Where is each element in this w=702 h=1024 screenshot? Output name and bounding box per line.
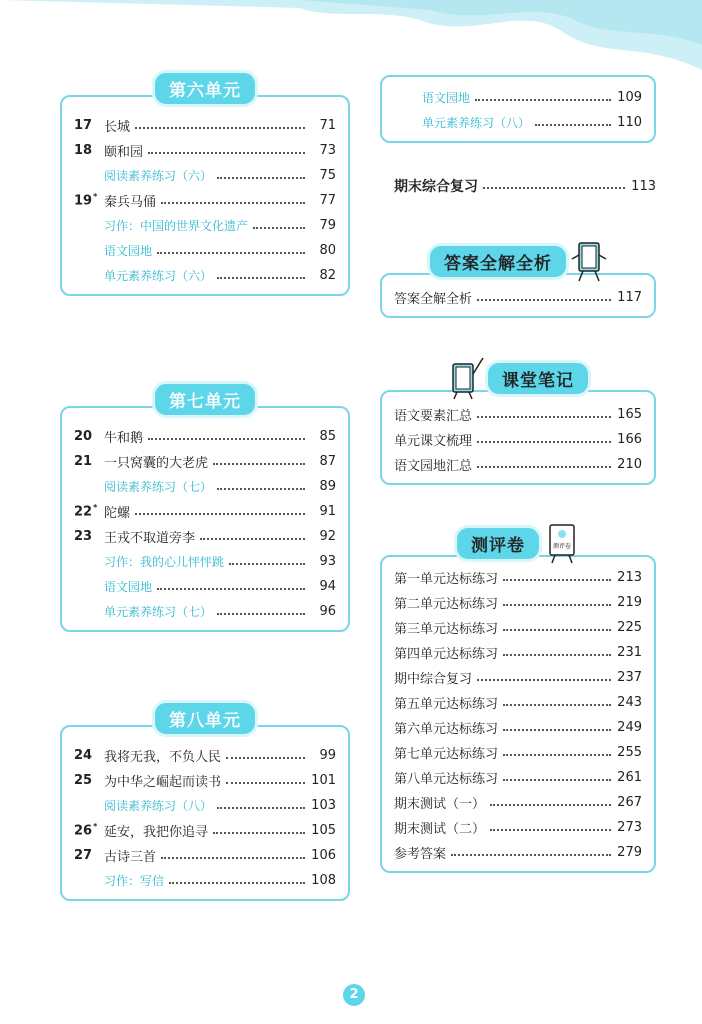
dot-leader <box>477 466 611 468</box>
entry-page: 243 <box>617 695 642 710</box>
unit7-list <box>60 406 350 632</box>
entry-page: 92 <box>319 529 336 544</box>
entry-title: 答案全解全析 <box>394 292 473 307</box>
dot-leader <box>217 177 305 179</box>
toc-entry[interactable] <box>394 715 642 740</box>
dot-leader <box>503 704 611 706</box>
dot-leader <box>477 679 611 681</box>
dot-leader <box>503 779 611 781</box>
entry-title: 期中综合复习 <box>394 672 473 687</box>
dot-leader <box>226 782 305 784</box>
tests-header: 测评卷 <box>454 525 542 562</box>
lesson-number: 19* <box>74 192 98 209</box>
top-wave-decoration <box>0 0 702 80</box>
toc-entry[interactable] <box>394 590 642 615</box>
toc-entry[interactable] <box>74 599 336 624</box>
dot-leader <box>157 252 305 254</box>
dot-leader <box>148 152 305 154</box>
toc-entry[interactable] <box>74 188 336 213</box>
lesson-number: 24 <box>74 748 93 763</box>
final-review-page: 113 <box>631 178 656 194</box>
entry-title: 第八单元达标练习 <box>394 772 499 787</box>
entry-title: 单元素养练习（六） <box>104 269 213 283</box>
entry-page: 99 <box>319 748 336 763</box>
toc-entry[interactable] <box>394 285 642 310</box>
unit6-list <box>60 95 350 296</box>
toc-entry[interactable] <box>394 452 642 477</box>
entry-title: 阅读素养练习（六） <box>104 169 213 183</box>
dot-leader <box>161 202 305 204</box>
toc-entry[interactable] <box>422 85 642 110</box>
entry-title: 语文要素汇总 <box>394 409 473 424</box>
entry-title: 语文园地 <box>422 91 471 105</box>
dot-leader <box>503 579 611 581</box>
entry-page: 255 <box>617 745 642 760</box>
dot-leader <box>200 538 305 540</box>
entry-page: 94 <box>319 579 336 594</box>
optional-star: * <box>93 822 98 832</box>
toc-entry[interactable] <box>74 768 336 793</box>
toc-entry[interactable] <box>394 402 642 427</box>
entry-page: 165 <box>617 407 642 422</box>
toc-entry[interactable] <box>394 815 642 840</box>
entry-page: 89 <box>319 479 336 494</box>
entry-title: 第四单元达标练习 <box>394 647 499 662</box>
toc-entry[interactable] <box>74 213 336 238</box>
entry-page: 96 <box>319 604 336 619</box>
dot-leader <box>217 488 305 490</box>
entry-title: 秦兵马俑 <box>104 195 157 210</box>
toc-entry[interactable] <box>74 449 336 474</box>
entry-page: 71 <box>319 118 336 133</box>
entry-title: 一只窝囊的大老虎 <box>104 456 209 471</box>
dot-leader <box>483 187 625 189</box>
entry-title: 习作：写信 <box>104 874 165 888</box>
unit7-header: 第七单元 <box>152 381 258 418</box>
toc-entry[interactable] <box>394 690 642 715</box>
answers-header: 答案全解全析 <box>427 243 569 280</box>
lesson-number: 22* <box>74 503 98 520</box>
toc-entry[interactable] <box>74 524 336 549</box>
entry-page: 117 <box>617 290 642 305</box>
unit8-continued-list <box>380 75 656 143</box>
dot-leader <box>169 882 305 884</box>
entry-title: 期末测试（一） <box>394 797 486 812</box>
toc-entry[interactable] <box>74 474 336 499</box>
toc-entry[interactable] <box>394 740 642 765</box>
toc-entry[interactable] <box>394 427 642 452</box>
lesson-number: 17 <box>74 118 93 133</box>
toc-entry[interactable] <box>74 549 336 574</box>
entry-page: 79 <box>319 218 336 233</box>
final-review-row[interactable] <box>394 173 656 199</box>
entry-page: 82 <box>319 268 336 283</box>
entry-page: 279 <box>617 845 642 860</box>
entry-page: 261 <box>617 770 642 785</box>
unit8-header: 第八单元 <box>152 700 258 737</box>
dot-leader <box>477 416 611 418</box>
toc-entry[interactable] <box>394 790 642 815</box>
entry-page: 103 <box>311 798 336 813</box>
entry-title: 王戎不取道旁李 <box>104 531 196 546</box>
toc-entry[interactable] <box>74 238 336 263</box>
dot-leader <box>503 729 611 731</box>
dot-leader <box>451 854 611 856</box>
dot-leader <box>135 127 305 129</box>
entry-page: 87 <box>319 454 336 469</box>
dot-leader <box>503 629 611 631</box>
dot-leader <box>226 757 305 759</box>
notes-header: 课堂笔记 <box>485 360 591 397</box>
entry-page: 219 <box>617 595 642 610</box>
entry-title: 延安，我把你追寻 <box>104 825 209 840</box>
entry-title: 语文园地汇总 <box>394 459 473 474</box>
dot-leader <box>217 807 305 809</box>
toc-entry[interactable] <box>394 565 642 590</box>
entry-title: 第一单元达标练习 <box>394 572 499 587</box>
dot-leader <box>253 227 305 229</box>
toc-entry[interactable] <box>394 665 642 690</box>
entry-title: 单元课文梳理 <box>394 434 473 449</box>
dot-leader <box>503 604 611 606</box>
entry-page: 166 <box>617 432 642 447</box>
entry-title: 牛和鹅 <box>104 431 144 446</box>
toc-entry[interactable] <box>74 499 336 524</box>
toc-entry[interactable] <box>422 110 642 135</box>
entry-title: 参考答案 <box>394 847 447 862</box>
entry-page: 267 <box>617 795 642 810</box>
entry-page: 109 <box>617 90 642 105</box>
entry-title: 第二单元达标练习 <box>394 597 499 612</box>
entry-page: 106 <box>311 848 336 863</box>
entry-title: 第六单元达标练习 <box>394 722 499 737</box>
dot-leader <box>148 438 305 440</box>
toc-entry[interactable] <box>394 615 642 640</box>
entry-page: 225 <box>617 620 642 635</box>
entry-page: 231 <box>617 645 642 660</box>
entry-page: 210 <box>617 457 642 472</box>
entry-page: 108 <box>311 873 336 888</box>
dot-leader <box>161 857 305 859</box>
book-mascot-icon <box>569 239 609 283</box>
lesson-number: 25 <box>74 773 93 788</box>
entry-title: 第五单元达标练习 <box>394 697 499 712</box>
entry-page: 213 <box>617 570 642 585</box>
dot-leader <box>213 463 305 465</box>
toc-entry[interactable] <box>74 424 336 449</box>
unit6-header: 第六单元 <box>152 70 258 107</box>
entry-page: 237 <box>617 670 642 685</box>
lesson-number: 20 <box>74 429 93 444</box>
dot-leader <box>490 829 611 831</box>
toc-entry[interactable] <box>74 138 336 163</box>
tests-list <box>380 555 656 873</box>
entry-page: 75 <box>319 168 336 183</box>
toc-entry[interactable] <box>74 163 336 188</box>
lesson-number: 26* <box>74 822 98 839</box>
entry-title: 陀螺 <box>104 506 131 521</box>
dot-leader <box>475 99 611 101</box>
toc-entry[interactable] <box>74 868 336 893</box>
toc-entry[interactable] <box>74 818 336 843</box>
entry-title: 第三单元达标练习 <box>394 622 499 637</box>
toc-entry[interactable] <box>74 793 336 818</box>
final-review-title: 期末综合复习 <box>394 179 478 195</box>
dot-leader <box>217 613 305 615</box>
toc-entry[interactable] <box>394 840 642 865</box>
dot-leader <box>503 654 611 656</box>
entry-page: 105 <box>311 823 336 838</box>
dot-leader <box>217 277 305 279</box>
page-number: 2 <box>343 984 365 1006</box>
entry-page: 85 <box>319 429 336 444</box>
right-column <box>380 75 656 873</box>
entry-title: 阅读素养练习（八） <box>104 799 213 813</box>
dot-leader <box>477 441 611 443</box>
left-column <box>60 70 350 901</box>
entry-title: 古诗三首 <box>104 850 157 865</box>
entry-title: 我将无我，不负人民 <box>104 750 222 765</box>
entry-page: 73 <box>319 143 336 158</box>
lesson-number: 21 <box>74 454 93 469</box>
entry-title: 习作：中国的世界文化遗产 <box>104 219 249 233</box>
entry-title: 语文园地 <box>104 580 153 594</box>
toc-entry[interactable] <box>74 843 336 868</box>
entry-title: 为中华之崛起而读书 <box>104 775 222 790</box>
lesson-number: 18 <box>74 143 93 158</box>
entry-page: 80 <box>319 243 336 258</box>
toc-entry[interactable] <box>394 640 642 665</box>
toc-entry[interactable] <box>74 574 336 599</box>
mascot-label: 测评卷 <box>552 543 572 550</box>
optional-star: * <box>93 503 98 513</box>
unit8-list <box>60 725 350 901</box>
entry-page: 101 <box>311 773 336 788</box>
lesson-number: 27 <box>74 848 93 863</box>
dot-leader <box>490 804 611 806</box>
toc-entry[interactable] <box>394 765 642 790</box>
dot-leader <box>213 832 305 834</box>
entry-page: 249 <box>617 720 642 735</box>
entry-page: 273 <box>617 820 642 835</box>
dot-leader <box>157 588 305 590</box>
entry-title: 长城 <box>104 120 131 135</box>
lesson-number: 23 <box>74 529 93 544</box>
entry-title: 期末测试（二） <box>394 822 486 837</box>
toc-entry[interactable] <box>74 113 336 138</box>
toc-entry[interactable] <box>74 263 336 288</box>
toc-entry[interactable] <box>74 743 336 768</box>
dot-leader <box>535 124 611 126</box>
dot-leader <box>503 754 611 756</box>
entry-title: 语文园地 <box>104 244 153 258</box>
entry-title: 单元素养练习（八） <box>422 116 531 130</box>
notes-list <box>380 390 656 485</box>
entry-title: 第七单元达标练习 <box>394 747 499 762</box>
entry-page: 110 <box>617 115 642 130</box>
entry-page: 93 <box>319 554 336 569</box>
entry-page: 77 <box>319 193 336 208</box>
entry-title: 阅读素养练习（七） <box>104 480 213 494</box>
test-paper-mascot-icon <box>542 521 582 565</box>
dot-leader <box>135 513 305 515</box>
book-pointer-mascot-icon <box>445 356 485 400</box>
entry-title: 单元素养练习（七） <box>104 605 213 619</box>
optional-star: * <box>93 192 98 202</box>
dot-leader <box>229 563 305 565</box>
entry-page: 91 <box>319 504 336 519</box>
dot-leader <box>477 299 611 301</box>
entry-title: 颐和园 <box>104 145 144 160</box>
entry-title: 习作：我的心儿怦怦跳 <box>104 555 225 569</box>
